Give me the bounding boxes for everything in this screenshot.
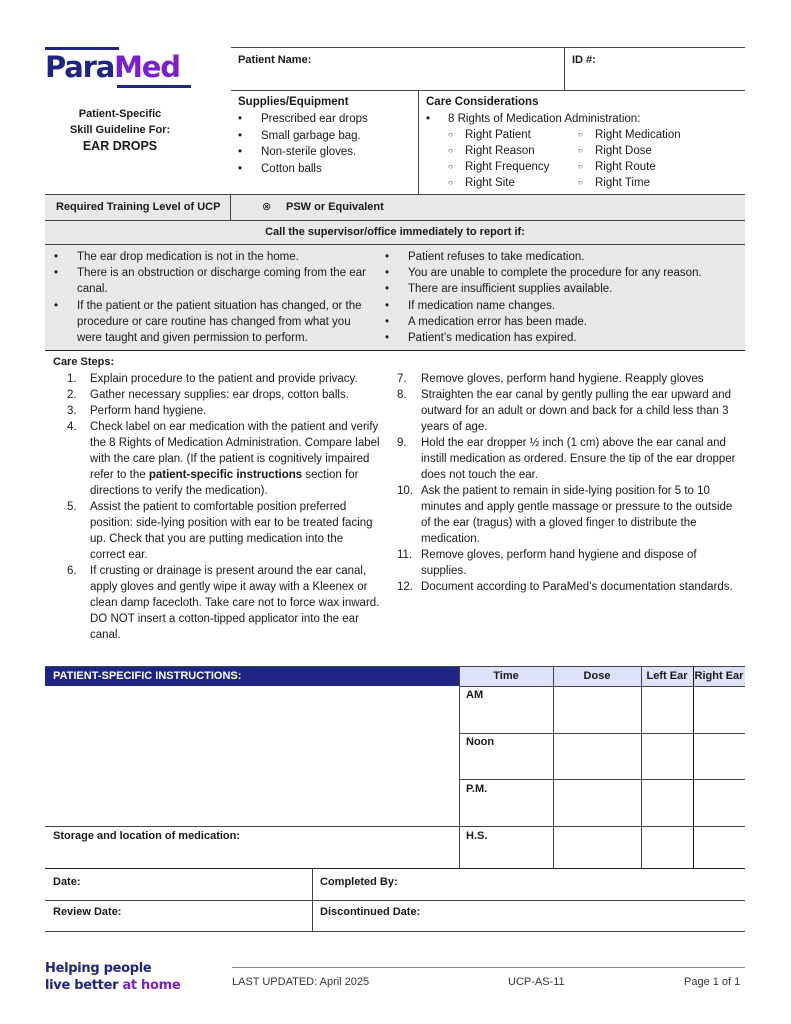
divider xyxy=(693,666,694,868)
divider xyxy=(45,826,745,827)
divider xyxy=(553,666,554,868)
page-number: Page 1 of 1 xyxy=(684,976,741,988)
date-field[interactable] xyxy=(90,870,308,898)
divider xyxy=(418,90,419,194)
report-item: • If the patient or the patient situation has changed, or the procedure or care routine has changed from what you were taught and given permission to perform. xyxy=(54,298,372,347)
divider xyxy=(231,90,745,91)
logo-med: Med xyxy=(114,50,180,84)
step-text: Gather necessary supplies: ear drops, cotton balls. xyxy=(90,389,349,401)
instructions-field[interactable] xyxy=(48,690,456,822)
care-steps-list-left xyxy=(53,371,381,643)
left-ear-noon-field[interactable] xyxy=(643,735,691,777)
step-text: Hold the ear dropper ½ inch (1 cm) above the ear canal and instill medication as ordered. Ensure the tip of the ear dropper does not touch the ear. xyxy=(421,437,736,481)
rights-list xyxy=(448,127,708,191)
right-item: ○ Right Patient xyxy=(448,127,578,143)
divider xyxy=(459,779,745,780)
dose-noon-field[interactable] xyxy=(555,735,639,777)
step-text: Assist the patient to comfortable position preferred position: side-lying position with ear to be treated facing up. Check that you are putting medication into the correct ear. xyxy=(90,501,373,561)
report-item: • There is an obstruction or discharge coming from the ear canal. xyxy=(54,265,372,297)
step-number: 10. xyxy=(397,485,413,497)
care-step xyxy=(385,387,745,435)
logo-para: Para xyxy=(45,50,115,84)
right-item: ○ Right Reason xyxy=(448,143,578,159)
supply-item: • Non-sterile gloves. xyxy=(238,144,368,161)
row-time-noon: Noon xyxy=(466,736,495,748)
report-item: • The ear drop medication is not in the home. xyxy=(54,249,372,265)
care-step xyxy=(53,419,381,499)
date-label: Date: xyxy=(53,876,81,888)
left-ear-pm-field[interactable] xyxy=(643,781,691,824)
care-steps-heading: Care Steps: xyxy=(53,356,115,368)
step-text-bold: patient-specific instructions xyxy=(148,469,303,481)
report-item: • You are unable to complete the procedure for any reason. xyxy=(385,265,745,281)
care-considerations-heading: Care Considerations xyxy=(426,96,539,108)
dose-am-field[interactable] xyxy=(555,688,639,731)
divider xyxy=(641,666,642,868)
id-label: ID #: xyxy=(572,54,596,66)
divider xyxy=(459,686,745,687)
care-step xyxy=(53,371,381,387)
review-date-label: Review Date: xyxy=(53,906,122,918)
patient-name-label: Patient Name: xyxy=(238,54,312,66)
supplies-list xyxy=(238,111,368,177)
discontinued-date-field[interactable] xyxy=(428,902,743,929)
row-time-am: AM xyxy=(466,689,484,701)
divider xyxy=(45,900,745,901)
care-step xyxy=(385,579,745,595)
divider xyxy=(45,931,745,932)
supply-item: • Cotton balls xyxy=(238,161,368,178)
step-number: 2. xyxy=(67,389,77,401)
divider xyxy=(564,47,565,90)
patient-name-field[interactable] xyxy=(330,50,560,86)
care-step xyxy=(385,371,745,387)
divider xyxy=(45,194,745,195)
supplies-heading: Supplies/Equipment xyxy=(238,96,349,108)
step-number: 1. xyxy=(67,373,77,385)
step-number: 12. xyxy=(397,581,413,593)
paramed-logo xyxy=(45,47,193,89)
report-item: • A medication error has been made. xyxy=(385,314,745,330)
tagline-line-1: Helping people xyxy=(45,961,152,976)
divider xyxy=(459,666,460,868)
step-text: section for directions to verify the medication). xyxy=(90,469,359,497)
storage-label: Storage and location of medication: xyxy=(53,830,241,842)
training-value: PSW or Equivalent xyxy=(286,201,384,213)
step-number: 6. xyxy=(67,565,77,577)
step-number: 11. xyxy=(397,549,413,561)
completed-by-label: Completed By: xyxy=(320,876,398,888)
step-number: 5. xyxy=(67,501,77,513)
report-item: • Patient refuses to take medication. xyxy=(385,249,745,265)
step-text: Remove gloves, perform hand hygiene. Reapply gloves xyxy=(421,373,704,385)
tagline-accent: at home xyxy=(122,978,181,993)
completed-by-field[interactable] xyxy=(405,870,743,898)
divider xyxy=(312,868,313,931)
logo-bar-bottom xyxy=(117,85,191,88)
patient-specific-heading: PATIENT-SPECIFIC INSTRUCTIONS: xyxy=(45,666,459,686)
step-number: 4. xyxy=(67,421,77,433)
step-text: Straighten the ear canal by gently pulling the ear upward and outward for an adult or down and back for a child less than 3 years of age. xyxy=(421,389,732,433)
title-line-1: Patient-Specific xyxy=(78,108,162,120)
divider xyxy=(230,194,231,220)
review-date-field[interactable] xyxy=(130,902,308,929)
right-ear-am-field[interactable] xyxy=(695,688,743,731)
right-item: ○ Right Route xyxy=(578,159,708,175)
divider xyxy=(45,220,745,221)
row-time-pm: P.M. xyxy=(466,783,488,795)
col-header-right-ear: Right Ear xyxy=(693,666,745,686)
step-text: Perform hand hygiene. xyxy=(90,405,207,417)
right-ear-pm-field[interactable] xyxy=(695,781,743,824)
divider xyxy=(45,350,745,351)
care-step xyxy=(385,483,745,547)
care-consideration-item: • 8 Rights of Medication Administration: xyxy=(426,111,640,127)
step-text: Check label on ear medication with the patient and verify the 8 Rights of Medication Administration. Compare label with the care plan. (If the patient is cognitively impaired refer to the xyxy=(90,421,380,481)
step-text: Remove gloves, perform hand hygiene and dispose of supplies. xyxy=(421,549,697,577)
divider xyxy=(459,733,745,734)
care-step xyxy=(53,499,381,563)
tagline-line-2: live better xyxy=(45,978,123,993)
right-item: ○ Right Frequency xyxy=(448,159,578,175)
dose-hs-field[interactable] xyxy=(555,828,639,866)
care-step xyxy=(53,387,381,403)
logo-text xyxy=(45,50,180,84)
document-code: UCP-AS-11 xyxy=(508,976,565,988)
care-step xyxy=(385,547,745,579)
right-item: ○ Right Medication xyxy=(578,127,708,143)
step-text: If crusting or drainage is present around the ear canal, apply gloves and gently wipe it away with a Kleenex or clean damp facecloth. Take care not to force wax inward. DO NOT insert a cotton-tipped applicator into the ear canal. xyxy=(90,565,380,641)
right-ear-noon-field[interactable] xyxy=(695,735,743,777)
right-ear-hs-field[interactable] xyxy=(695,828,743,866)
divider xyxy=(231,47,745,48)
dose-pm-field[interactable] xyxy=(555,781,639,824)
step-text: Ask the patient to remain in side-lying position for 5 to 10 minutes and apply gentle massage or pressure to the outside of the ear (tragus) with a gloved finger to distribute the medication. xyxy=(421,485,733,545)
step-text: Explain procedure to the patient and provide privacy. xyxy=(90,373,358,385)
care-steps-list-right xyxy=(385,371,745,595)
footer-divider xyxy=(232,967,745,968)
training-label: Required Training Level of UCP xyxy=(56,201,221,213)
care-step xyxy=(53,403,381,419)
report-item: • There are insufficient supplies available. xyxy=(385,281,745,297)
document-title xyxy=(45,106,195,154)
last-updated: LAST UPDATED: April 2025 xyxy=(232,976,370,988)
col-header-dose: Dose xyxy=(553,666,641,686)
report-item: • Patient’s medication has expired. xyxy=(385,330,745,346)
right-item: ○ Right Site xyxy=(448,175,578,191)
report-heading: Call the supervisor/office immediately to report if: xyxy=(265,226,525,238)
step-text: Document according to ParaMed’s documentation standards. xyxy=(421,581,733,593)
id-field[interactable] xyxy=(605,50,743,86)
report-list-right xyxy=(385,249,745,346)
discontinued-date-label: Discontinued Date: xyxy=(320,906,421,918)
left-ear-am-field[interactable] xyxy=(643,688,691,731)
step-number: 9. xyxy=(397,437,407,449)
title-line-2: Skill Guideline For: xyxy=(69,124,171,136)
title-skill-name: EAR DROPS xyxy=(82,139,158,153)
left-ear-hs-field[interactable] xyxy=(643,828,691,866)
step-number: 3. xyxy=(67,405,77,417)
report-item: • If medication name changes. xyxy=(385,298,745,314)
step-number: 8. xyxy=(397,389,407,401)
report-list-left xyxy=(54,249,372,346)
step-number: 7. xyxy=(397,373,407,385)
divider xyxy=(45,666,745,667)
right-item: ○ Right Time xyxy=(578,175,708,191)
checkbox-x-icon: ⊗ xyxy=(262,201,272,213)
col-header-left-ear: Left Ear xyxy=(641,666,693,686)
supply-item: • Small garbage bag. xyxy=(238,128,368,145)
footer-tagline xyxy=(45,960,180,994)
row-time-hs: H.S. xyxy=(466,830,488,842)
right-item: ○ Right Dose xyxy=(578,143,708,159)
care-step xyxy=(385,435,745,483)
divider xyxy=(45,244,745,245)
care-step xyxy=(53,563,381,643)
col-header-time: Time xyxy=(459,666,553,686)
supply-item: • Prescribed ear drops xyxy=(238,111,368,128)
divider xyxy=(45,868,745,869)
